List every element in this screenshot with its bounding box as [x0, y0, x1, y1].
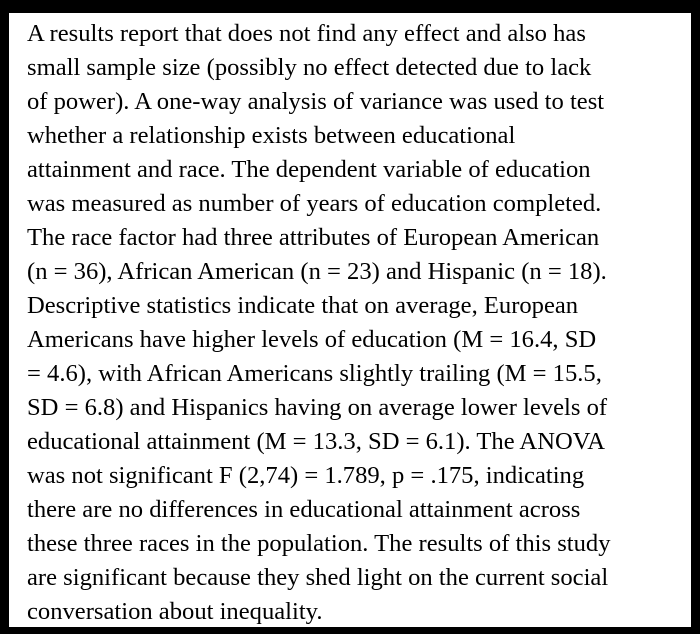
text-line: attainment and race. The dependent variable of education: [27, 156, 591, 183]
text-line: SD = 6.8) and Hispanics having on average lower levels of: [27, 394, 608, 421]
text-line: The race factor had three attributes of European American: [27, 224, 600, 251]
text-line: these three races in the population. The results of this study: [27, 530, 611, 557]
text-line: = 4.6), with African Americans slightly trailing (M = 15.5,: [27, 360, 602, 387]
text-line: was not significant F (2,74) = 1.789, p = .175, indicating: [27, 462, 585, 489]
text-line: (n = 36), African American (n = 23) and Hispanic (n = 18).: [27, 258, 607, 285]
results-paragraph: [27, 17, 691, 629]
text-line: there are no differences in educational attainment across: [27, 496, 581, 523]
text-line: whether a relationship exists between educational: [27, 122, 516, 149]
text-line: A results report that does not find any effect and also has: [27, 20, 586, 47]
text-line: Americans have higher levels of education (M = 16.4, SD: [27, 326, 597, 353]
text-line: small sample size (possibly no effect detected due to lack: [27, 54, 592, 81]
text-line: was measured as number of years of education completed.: [27, 190, 602, 217]
text-line: conversation about inequality.: [27, 598, 323, 625]
text-line: of power). A one-way analysis of variance was used to test: [27, 88, 605, 115]
text-line: educational attainment (M = 13.3, SD = 6.1). The ANOVA: [27, 428, 606, 455]
document-page: [9, 13, 691, 627]
text-line: Descriptive statistics indicate that on average, European: [27, 292, 579, 319]
text-line: are significant because they shed light on the current social: [27, 564, 609, 591]
